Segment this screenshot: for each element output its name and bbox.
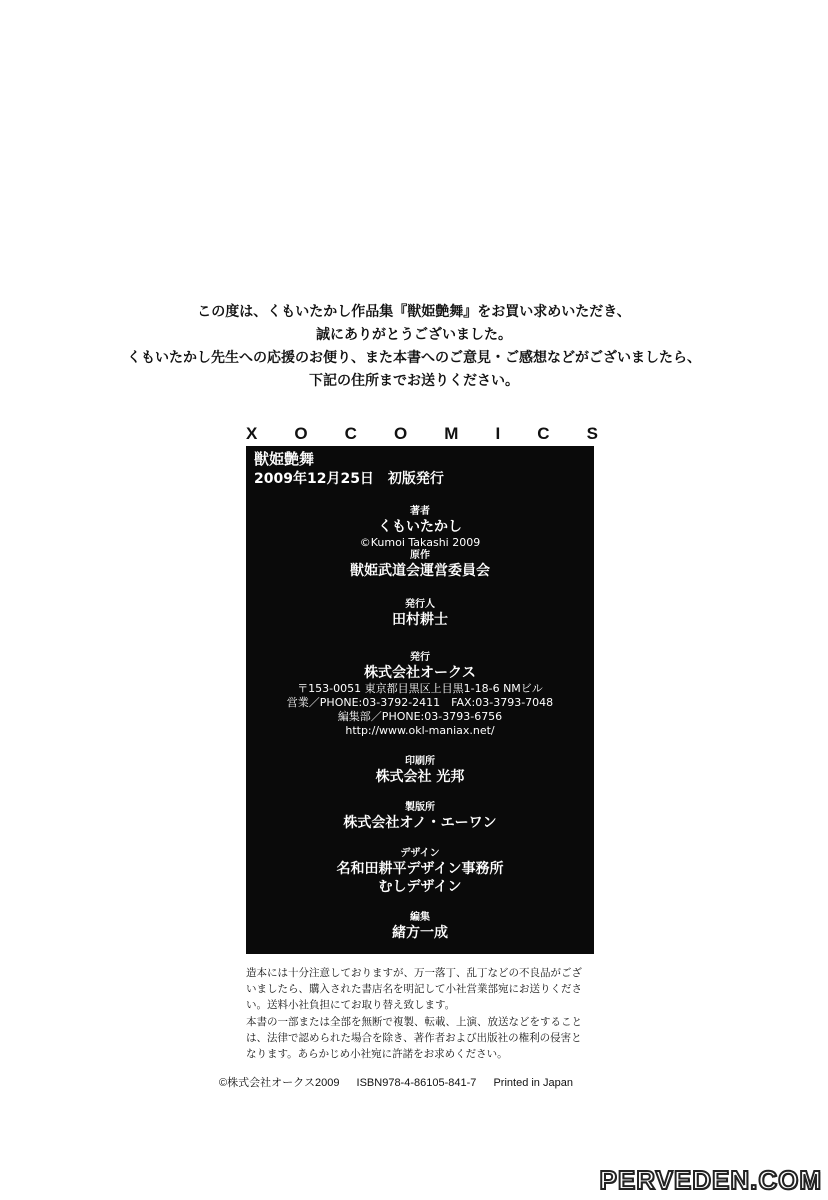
printer-name: 株式会社 光邦	[375, 769, 465, 785]
watermark: PERVEDEN.COM	[599, 1165, 822, 1195]
isbn: ISBN978-4-86105-841-7	[356, 1077, 477, 1089]
publisher-section	[246, 652, 594, 738]
design-label: デザイン	[400, 848, 440, 859]
publication-date: 2009年12月25日 初版発行	[254, 471, 444, 487]
intro-line: 誠にありがとうございました。	[316, 327, 512, 343]
author-name: くもいたかし	[378, 519, 462, 535]
brand-letter: S	[586, 424, 598, 443]
brand-letter: I	[495, 424, 501, 443]
notice-line: 本書の一部または全部を無断で複製、転載、上演、放送などをすること	[246, 1015, 582, 1028]
editor-section	[246, 912, 594, 942]
publisher-person-label: 発行人	[405, 599, 435, 610]
copyright-line: ©Kumoi Takashi 2009	[359, 536, 481, 549]
author-section	[246, 506, 594, 580]
plate-name: 株式会社オノ・エーワン	[343, 815, 497, 831]
design-section	[246, 848, 594, 896]
notice-line: いましたら、購入された書店名を明記して小社営業部宛にお送りくださ	[246, 983, 582, 996]
footer-line	[219, 1074, 619, 1090]
brand-letter: X	[246, 424, 258, 443]
publisher-address: 〒153-0051 東京都目黒区上目黒1-18-6 NMビル	[297, 682, 543, 695]
printer-label: 印刷所	[405, 756, 435, 767]
notice-line: い。送料小社負担にてお取り替え致します。	[246, 999, 456, 1012]
brand-letter: O	[294, 424, 308, 443]
intro-message	[0, 301, 828, 393]
legal-notice	[246, 965, 602, 1062]
printed-in: Printed in Japan	[493, 1077, 573, 1089]
editor-name: 緒方一成	[392, 925, 448, 941]
xo-comics-logo	[246, 424, 598, 444]
original-name: 獣姫武道会運営委員会	[350, 563, 490, 579]
brand-letter: M	[444, 424, 459, 443]
plate-section	[246, 802, 594, 832]
publisher-label: 発行	[410, 652, 430, 663]
notice-line: 造本には十分注意しておりますが、万一落丁、乱丁などの不良品がござ	[246, 967, 582, 979]
intro-line: くもいたかし先生への応援のお便り、また本書へのご意見・ご感想などがございましたら、	[127, 350, 701, 366]
publisher-name: 株式会社オークス	[364, 665, 476, 681]
editor-label: 編集	[410, 912, 430, 923]
design-name-2: むしデザイン	[378, 879, 462, 895]
book-title: 獣姫艶舞	[254, 450, 315, 468]
publisher-person-section	[246, 599, 594, 629]
intro-line: この度は、くもいたかし作品集『獣姫艶舞』をお買い求めいただき、	[197, 304, 631, 320]
sales-contact: 営業／PHONE:03-3792-2411 FAX:03-3793-7048	[286, 696, 554, 709]
original-label: 原作	[410, 550, 430, 561]
brand-letter: O	[394, 424, 408, 443]
colophon-panel	[246, 446, 594, 954]
brand-letter: C	[344, 424, 357, 443]
publisher-url: http://www.okl-maniax.net/	[345, 724, 495, 737]
design-name-1: 名和田耕平デザイン事務所	[336, 861, 504, 877]
brand-letter: C	[537, 424, 550, 443]
publisher-person-name: 田村耕士	[392, 612, 448, 628]
notice-line: なります。あらかじめ小社宛に許諾をお求めください。	[246, 1048, 508, 1061]
plate-label: 製版所	[405, 802, 435, 813]
footer-copyright: ©株式会社オークス2009	[219, 1077, 340, 1089]
author-label: 著者	[410, 506, 430, 517]
printer-section	[246, 756, 594, 786]
intro-line: 下記の住所までお送りください。	[309, 373, 519, 389]
editorial-contact: 編集部／PHONE:03-3793-6756	[337, 710, 503, 723]
notice-line: は、法律で認められた場合を除き、著作者および出版社の権利の侵害と	[246, 1031, 582, 1044]
